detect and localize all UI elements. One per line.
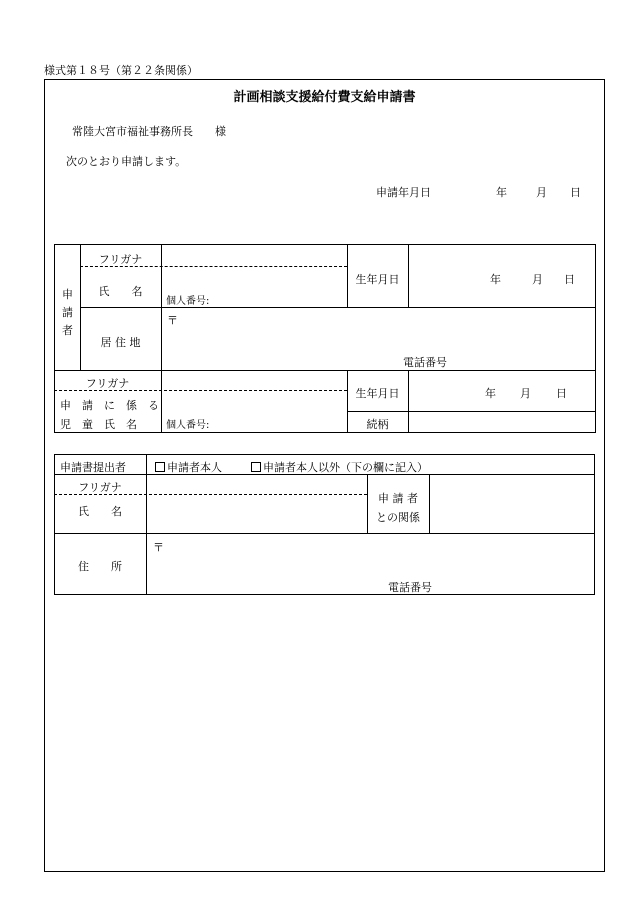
- submitter-label: 申請書提出者: [60, 461, 126, 474]
- applicant-birth-label: 生年月日: [355, 273, 400, 286]
- applicant-personal-number-label: 個人番号:: [166, 296, 210, 307]
- applicant-phone-input[interactable]: [454, 351, 592, 368]
- applicant-section-label-2: 請: [62, 306, 73, 319]
- application-date-label: 申請年月日: [376, 186, 431, 199]
- intro-text: 次のとおり申請します。: [66, 155, 187, 168]
- child-birth-label: 生年月日: [355, 387, 400, 400]
- applicant-address-label: 居 住 地: [100, 336, 141, 349]
- submitter-furigana-label: フリガナ: [78, 481, 122, 494]
- submitter-address-label: 住 所: [78, 560, 122, 573]
- applicant-birth-year-input[interactable]: [412, 266, 486, 286]
- applicant-furigana-input[interactable]: [163, 246, 345, 264]
- applicant-birth-year: 年: [490, 273, 501, 286]
- submitter-self-checkbox[interactable]: [155, 459, 222, 475]
- submitter-phone-input[interactable]: [440, 576, 592, 592]
- submitter-relation-label-1: 申 請 者: [378, 492, 418, 505]
- applicant-birth-month-input[interactable]: [503, 266, 529, 286]
- form-number: 様式第１８号（第２２条関係）: [44, 64, 198, 77]
- applicant-phone-label: 電話番号: [403, 356, 447, 369]
- child-birth-year-input[interactable]: [412, 380, 482, 400]
- applicant-personal-number-input[interactable]: [214, 289, 345, 305]
- child-label-line2: 児 童 氏 名: [60, 418, 137, 431]
- submitter-address-input[interactable]: [166, 536, 592, 574]
- submitter-furigana-input[interactable]: [148, 476, 365, 493]
- submitter-name-input[interactable]: [148, 497, 365, 531]
- child-label-line1: 申 請 に 係 る: [60, 399, 159, 412]
- form-title: 計画相談支援給付費支給申請書: [233, 90, 416, 105]
- applicant-birth-month: 月: [532, 273, 543, 286]
- checkbox-box-icon: [251, 462, 261, 472]
- child-personal-number-label: 個人番号:: [166, 420, 210, 431]
- applicant-birth-day: 日: [564, 273, 575, 286]
- submitter-name-label: 氏 名: [78, 505, 122, 518]
- applicant-name-input[interactable]: [163, 268, 345, 288]
- applicant-furigana-label: フリガナ: [98, 253, 143, 266]
- addressee: 常陸大宮市福祉事務所長 様: [72, 125, 226, 138]
- application-date-year-input[interactable]: [440, 180, 494, 198]
- submitter-postal-mark: 〒: [153, 541, 164, 554]
- application-date-day-input[interactable]: [548, 180, 568, 198]
- child-birth-day-input[interactable]: [534, 380, 554, 400]
- applicant-section-label-3: 者: [62, 324, 73, 337]
- applicant-name-label: 氏 名: [98, 285, 143, 298]
- child-relation-input[interactable]: [410, 413, 593, 431]
- applicant-postal-mark: 〒: [167, 314, 178, 327]
- applicant-section-label-1: 申: [62, 288, 73, 301]
- submitter-relation-label-2: との関係: [376, 511, 420, 524]
- application-date-year: 年: [496, 186, 507, 199]
- submitter-self-label: 申請者本人: [167, 461, 222, 474]
- checkbox-box-icon: [155, 462, 165, 472]
- child-birth-month-input[interactable]: [498, 380, 518, 400]
- submitter-relation-input[interactable]: [431, 476, 592, 532]
- child-birth-month: 月: [520, 387, 531, 400]
- child-furigana-input[interactable]: [163, 372, 345, 389]
- child-relation-label: 続柄: [366, 418, 389, 431]
- application-date-month: 月: [536, 186, 547, 199]
- child-birth-year: 年: [485, 387, 496, 400]
- applicant-address-input[interactable]: [180, 310, 592, 350]
- child-birth-day: 日: [556, 387, 567, 400]
- child-personal-number-input[interactable]: [214, 413, 345, 430]
- submitter-phone-label: 電話番号: [388, 581, 432, 594]
- submitter-other-label: 申請者本人以外（下の欄に記入）: [263, 461, 428, 474]
- application-date-day: 日: [570, 186, 581, 199]
- applicant-birth-day-input[interactable]: [545, 266, 563, 286]
- submitter-other-checkbox[interactable]: [251, 459, 428, 475]
- child-name-input[interactable]: [163, 392, 345, 410]
- child-furigana-label: フリガナ: [85, 377, 130, 390]
- application-date-month-input[interactable]: [508, 180, 534, 198]
